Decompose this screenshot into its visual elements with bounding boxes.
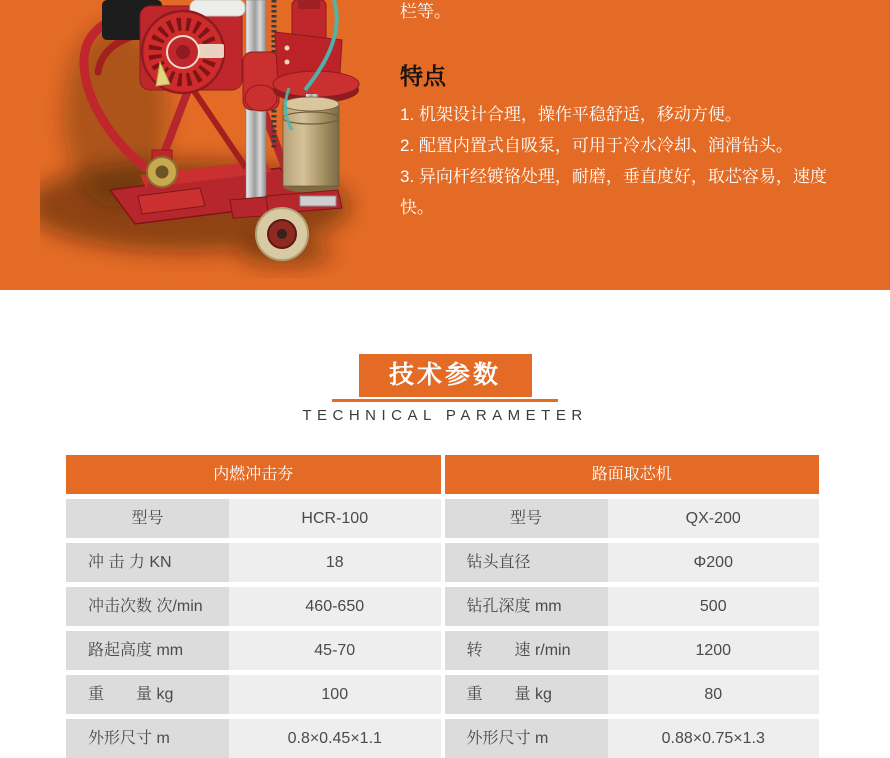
table-row [66, 675, 441, 714]
table-row [66, 543, 441, 582]
table-row [66, 631, 441, 670]
table-row [66, 719, 441, 758]
spec-value: Φ200 [608, 543, 820, 582]
spec-value: QX-200 [608, 499, 820, 538]
table-row [445, 675, 820, 714]
table-row [66, 499, 441, 538]
spec-value: 45-70 [229, 631, 441, 670]
spec-label: 路起高度 mm [66, 631, 229, 670]
spec-value: 100 [229, 675, 441, 714]
spec-tables [66, 455, 819, 758]
spec-label: 重 量 kg [66, 675, 229, 714]
table-row [445, 543, 820, 582]
spec-label: 钻头直径 [445, 543, 608, 582]
spec-value: 0.88×0.75×1.3 [608, 719, 820, 758]
spec-label: 型号 [445, 499, 608, 538]
core-drilling-machine-image [40, 0, 370, 278]
spec-value: 18 [229, 543, 441, 582]
spec-label: 型号 [66, 499, 229, 538]
spec-label: 外形尺寸 m [66, 719, 229, 758]
table-row [445, 499, 820, 538]
spec-label: 重 量 kg [445, 675, 608, 714]
spec-value: 1200 [608, 631, 820, 670]
spec-label: 转 速 r/min [445, 631, 608, 670]
feature-item: 1. 机架设计合理，操作平稳舒适，移动方便。 [400, 105, 742, 124]
tech-params-title-zh: 技术参数 [359, 354, 532, 397]
spec-label: 冲 击 力 KN [66, 543, 229, 582]
feature-item: 2. 配置内置式自吸泵，可用于冷水冷却、润滑钻头。 [400, 136, 793, 155]
spec-table-header: 内燃冲击夯 [66, 455, 441, 494]
table-row [445, 587, 820, 626]
spec-value: 80 [608, 675, 820, 714]
spec-table-rammer [66, 455, 441, 758]
spec-value: 460-650 [229, 587, 441, 626]
table-row [445, 631, 820, 670]
hero-section [0, 0, 890, 290]
tech-params-title-en: TECHNICAL PARAMETER [302, 407, 588, 424]
tech-params-section-title [0, 354, 890, 424]
spec-table-header: 路面取芯机 [445, 455, 820, 494]
product-photo [40, 0, 370, 278]
intro-text-tail: 栏等。 [400, 2, 451, 21]
spec-value: HCR-100 [229, 499, 441, 538]
features-list [400, 99, 858, 223]
spec-label: 钻孔深度 mm [445, 587, 608, 626]
spec-value: 500 [608, 587, 820, 626]
feature-item: 3. 异向杆经镀铬处理，耐磨，垂直度好，取芯容易，速度快。 [400, 167, 827, 217]
hero-text-block [400, 0, 858, 223]
spec-label: 外形尺寸 m [445, 719, 608, 758]
tech-params-rule [332, 399, 558, 402]
spec-table-corer [445, 455, 820, 758]
table-row [445, 719, 820, 758]
spec-value: 0.8×0.45×1.1 [229, 719, 441, 758]
table-row [66, 587, 441, 626]
features-title: 特点 [400, 63, 446, 89]
spec-label: 冲击次数 次/min [66, 587, 229, 626]
